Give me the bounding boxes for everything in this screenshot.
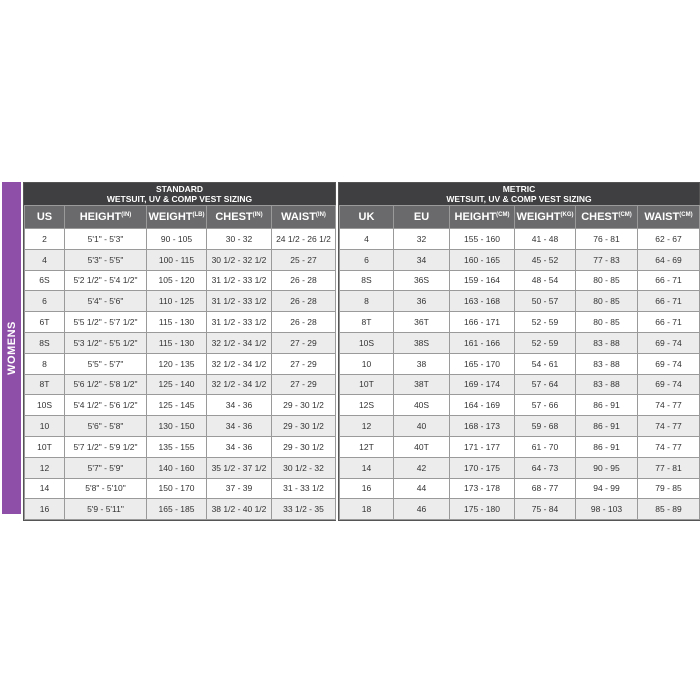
standard-header-unit: (IN) [121, 212, 132, 218]
table-cell: 38 [394, 353, 450, 374]
table-cell: 14 [340, 457, 394, 478]
table-cell: 100 - 115 [147, 249, 207, 270]
standard-header-unit: (LB) [192, 212, 205, 218]
table-cell: 34 - 36 [207, 395, 272, 416]
table-cell: 164 - 169 [450, 395, 515, 416]
table-row [25, 249, 336, 270]
standard-header-label: WEIGHT [148, 211, 193, 223]
metric-title-line2: WETSUIT, UV & COMP VEST SIZING [446, 194, 592, 204]
table-cell: 34 - 36 [207, 416, 272, 437]
table-cell: 34 [394, 249, 450, 270]
table-cell: 74 - 77 [638, 436, 700, 457]
standard-header-us [25, 206, 65, 229]
metric-header-eu [394, 206, 450, 229]
table-cell: 90 - 95 [576, 457, 638, 478]
standard-header-weight [147, 206, 207, 229]
table-cell: 10S [25, 395, 65, 416]
table-cell: 165 - 170 [450, 353, 515, 374]
metric-header-label: WEIGHT [516, 211, 561, 223]
table-cell: 30 - 32 [207, 229, 272, 250]
table-row [25, 374, 336, 395]
metric-panel-title [339, 183, 699, 205]
table-cell: 16 [340, 478, 394, 499]
standard-header-height [65, 206, 147, 229]
table-cell: 64 - 69 [638, 249, 700, 270]
metric-header-weight [515, 206, 576, 229]
table-row [25, 416, 336, 437]
table-cell: 155 - 160 [450, 229, 515, 250]
table-cell: 30 1/2 - 32 1/2 [207, 249, 272, 270]
table-cell: 27 - 29 [272, 374, 336, 395]
table-cell: 80 - 85 [576, 312, 638, 333]
table-cell: 5'9 - 5'11" [65, 499, 147, 520]
table-cell: 29 - 30 1/2 [272, 395, 336, 416]
table-cell: 36S [394, 270, 450, 291]
standard-title-line1: STANDARD [155, 184, 204, 194]
table-row [340, 436, 700, 457]
table-cell: 75 - 84 [515, 499, 576, 520]
table-cell: 59 - 68 [515, 416, 576, 437]
table-cell: 27 - 29 [272, 353, 336, 374]
table-cell: 5'2 1/2" - 5'4 1/2" [65, 270, 147, 291]
table-cell: 32 1/2 - 34 1/2 [207, 332, 272, 353]
metric-header-label: EU [413, 211, 430, 223]
table-cell: 79 - 85 [638, 478, 700, 499]
table-cell: 12T [340, 436, 394, 457]
table-cell: 32 1/2 - 34 1/2 [207, 374, 272, 395]
table-cell: 5'8" - 5'10" [65, 478, 147, 499]
standard-table-body [25, 229, 336, 520]
table-cell: 83 - 88 [576, 353, 638, 374]
table-cell: 36 [394, 291, 450, 312]
table-cell: 80 - 85 [576, 270, 638, 291]
table-cell: 86 - 91 [576, 416, 638, 437]
table-row [25, 457, 336, 478]
table-cell: 54 - 61 [515, 353, 576, 374]
table-cell: 120 - 135 [147, 353, 207, 374]
table-cell: 94 - 99 [576, 478, 638, 499]
metric-header-row [340, 206, 700, 229]
table-row [25, 395, 336, 416]
table-cell: 37 - 39 [207, 478, 272, 499]
table-cell: 4 [340, 229, 394, 250]
table-cell: 32 1/2 - 34 1/2 [207, 353, 272, 374]
table-cell: 31 1/2 - 33 1/2 [207, 270, 272, 291]
table-cell: 38S [394, 332, 450, 353]
table-cell: 12S [340, 395, 394, 416]
table-row [340, 229, 700, 250]
metric-size-panel [338, 182, 700, 521]
table-cell: 66 - 71 [638, 312, 700, 333]
table-cell: 166 - 171 [450, 312, 515, 333]
table-cell: 29 - 30 1/2 [272, 416, 336, 437]
table-row [340, 312, 700, 333]
metric-header-chest [576, 206, 638, 229]
metric-header-height [450, 206, 515, 229]
table-cell: 77 - 81 [638, 457, 700, 478]
table-cell: 130 - 150 [147, 416, 207, 437]
table-cell: 26 - 28 [272, 270, 336, 291]
standard-header-label: WAIST [281, 211, 316, 223]
table-cell: 5'4 1/2" - 5'6 1/2" [65, 395, 147, 416]
table-cell: 31 - 33 1/2 [272, 478, 336, 499]
table-cell: 165 - 185 [147, 499, 207, 520]
standard-size-table [24, 205, 336, 520]
table-cell: 29 - 30 1/2 [272, 436, 336, 457]
table-cell: 83 - 88 [576, 374, 638, 395]
table-cell: 26 - 28 [272, 291, 336, 312]
table-cell: 160 - 165 [450, 249, 515, 270]
metric-header-waist [638, 206, 700, 229]
table-cell: 5'5 1/2" - 5'7 1/2" [65, 312, 147, 333]
table-cell: 40 [394, 416, 450, 437]
table-cell: 86 - 91 [576, 395, 638, 416]
table-row [25, 332, 336, 353]
table-cell: 125 - 140 [147, 374, 207, 395]
womens-label [2, 182, 21, 514]
table-cell: 31 1/2 - 33 1/2 [207, 312, 272, 333]
table-row [340, 249, 700, 270]
standard-header-unit: (IN) [252, 212, 263, 218]
table-cell: 40T [394, 436, 450, 457]
table-cell: 5'4" - 5'6" [65, 291, 147, 312]
table-cell: 25 - 27 [272, 249, 336, 270]
table-cell: 35 1/2 - 37 1/2 [207, 457, 272, 478]
table-cell: 36T [394, 312, 450, 333]
metric-header-label: WAIST [644, 211, 680, 223]
metric-header-unit: (CM) [618, 212, 632, 218]
table-cell: 8S [25, 332, 65, 353]
table-cell: 83 - 88 [576, 332, 638, 353]
table-cell: 12 [340, 416, 394, 437]
table-cell: 150 - 170 [147, 478, 207, 499]
table-row [340, 332, 700, 353]
standard-size-panel [23, 182, 336, 521]
table-cell: 8 [340, 291, 394, 312]
table-cell: 5'5" - 5'7" [65, 353, 147, 374]
table-cell: 5'1" - 5'3" [65, 229, 147, 250]
table-cell: 57 - 66 [515, 395, 576, 416]
table-cell: 77 - 83 [576, 249, 638, 270]
table-cell: 68 - 77 [515, 478, 576, 499]
table-cell: 10 [340, 353, 394, 374]
table-cell: 105 - 120 [147, 270, 207, 291]
table-cell: 34 - 36 [207, 436, 272, 457]
standard-header-chest [207, 206, 272, 229]
table-cell: 85 - 89 [638, 499, 700, 520]
table-cell: 24 1/2 - 26 1/2 [272, 229, 336, 250]
table-row [340, 499, 700, 520]
table-cell: 52 - 59 [515, 312, 576, 333]
table-row [25, 478, 336, 499]
table-cell: 5'7" - 5'9" [65, 457, 147, 478]
table-row [25, 312, 336, 333]
metric-header-unit: (KG) [560, 212, 574, 218]
table-cell: 10T [340, 374, 394, 395]
table-cell: 163 - 168 [450, 291, 515, 312]
table-cell: 46 [394, 499, 450, 520]
table-row [340, 416, 700, 437]
table-cell: 76 - 81 [576, 229, 638, 250]
standard-header-waist [272, 206, 336, 229]
table-cell: 16 [25, 499, 65, 520]
metric-header-uk [340, 206, 394, 229]
table-cell: 62 - 67 [638, 229, 700, 250]
metric-size-table [339, 205, 700, 520]
table-cell: 14 [25, 478, 65, 499]
table-cell: 32 [394, 229, 450, 250]
table-cell: 171 - 177 [450, 436, 515, 457]
metric-header-unit: (CM) [679, 212, 693, 218]
table-cell: 61 - 70 [515, 436, 576, 457]
table-cell: 5'6 1/2" - 5'8 1/2" [65, 374, 147, 395]
metric-header-unit: (CM) [496, 212, 510, 218]
standard-header-unit: (IN) [315, 212, 326, 218]
table-cell: 18 [340, 499, 394, 520]
table-cell: 8S [340, 270, 394, 291]
table-cell: 27 - 29 [272, 332, 336, 353]
womens-label-text: WOMENS [5, 321, 18, 375]
table-row [340, 291, 700, 312]
table-cell: 69 - 74 [638, 374, 700, 395]
table-cell: 26 - 28 [272, 312, 336, 333]
standard-header-label: HEIGHT [79, 211, 122, 223]
table-cell: 115 - 130 [147, 312, 207, 333]
table-cell: 6 [340, 249, 394, 270]
table-row [25, 499, 336, 520]
table-cell: 74 - 77 [638, 416, 700, 437]
table-cell: 66 - 71 [638, 270, 700, 291]
table-cell: 86 - 91 [576, 436, 638, 457]
table-cell: 2 [25, 229, 65, 250]
table-cell: 48 - 54 [515, 270, 576, 291]
table-cell: 64 - 73 [515, 457, 576, 478]
table-cell: 140 - 160 [147, 457, 207, 478]
table-cell: 10T [25, 436, 65, 457]
table-cell: 12 [25, 457, 65, 478]
standard-header-row [25, 206, 336, 229]
table-cell: 30 1/2 - 32 [272, 457, 336, 478]
metric-table-body [340, 229, 700, 520]
table-cell: 69 - 74 [638, 332, 700, 353]
table-cell: 125 - 145 [147, 395, 207, 416]
table-cell: 6S [25, 270, 65, 291]
metric-header-label: CHEST [581, 211, 619, 223]
standard-panel-title [24, 183, 335, 205]
table-cell: 42 [394, 457, 450, 478]
table-cell: 161 - 166 [450, 332, 515, 353]
table-cell: 10 [25, 416, 65, 437]
table-cell: 8T [25, 374, 65, 395]
table-cell: 10S [340, 332, 394, 353]
table-cell: 159 - 164 [450, 270, 515, 291]
table-cell: 52 - 59 [515, 332, 576, 353]
table-row [340, 374, 700, 395]
table-cell: 6T [25, 312, 65, 333]
metric-header-label: UK [358, 211, 375, 223]
table-row [25, 291, 336, 312]
table-cell: 74 - 77 [638, 395, 700, 416]
table-cell: 40S [394, 395, 450, 416]
table-cell: 31 1/2 - 33 1/2 [207, 291, 272, 312]
table-row [25, 436, 336, 457]
table-cell: 80 - 85 [576, 291, 638, 312]
table-cell: 90 - 105 [147, 229, 207, 250]
metric-title-line1: METRIC [502, 184, 536, 194]
table-row [25, 270, 336, 291]
table-cell: 5'7 1/2" - 5'9 1/2" [65, 436, 147, 457]
table-cell: 110 - 125 [147, 291, 207, 312]
table-cell: 57 - 64 [515, 374, 576, 395]
table-cell: 5'6" - 5'8" [65, 416, 147, 437]
table-cell: 38 1/2 - 40 1/2 [207, 499, 272, 520]
standard-header-label: US [36, 211, 53, 223]
table-cell: 98 - 103 [576, 499, 638, 520]
table-cell: 8T [340, 312, 394, 333]
table-row [340, 270, 700, 291]
table-cell: 45 - 52 [515, 249, 576, 270]
table-cell: 41 - 48 [515, 229, 576, 250]
table-cell: 175 - 180 [450, 499, 515, 520]
table-cell: 173 - 178 [450, 478, 515, 499]
metric-header-label: HEIGHT [454, 211, 497, 223]
standard-header-label: CHEST [215, 211, 253, 223]
table-cell: 44 [394, 478, 450, 499]
table-cell: 115 - 130 [147, 332, 207, 353]
table-cell: 38T [394, 374, 450, 395]
table-row [340, 395, 700, 416]
table-row [340, 353, 700, 374]
table-row [25, 353, 336, 374]
table-cell: 8 [25, 353, 65, 374]
table-cell: 33 1/2 - 35 [272, 499, 336, 520]
table-cell: 50 - 57 [515, 291, 576, 312]
table-cell: 5'3" - 5'5" [65, 249, 147, 270]
table-cell: 170 - 175 [450, 457, 515, 478]
table-cell: 69 - 74 [638, 353, 700, 374]
table-cell: 66 - 71 [638, 291, 700, 312]
table-cell: 135 - 155 [147, 436, 207, 457]
table-cell: 169 - 174 [450, 374, 515, 395]
table-row [340, 478, 700, 499]
standard-title-line2: WETSUIT, UV & COMP VEST SIZING [106, 194, 253, 204]
table-row [340, 457, 700, 478]
table-cell: 4 [25, 249, 65, 270]
table-cell: 168 - 173 [450, 416, 515, 437]
table-cell: 5'3 1/2" - 5'5 1/2" [65, 332, 147, 353]
table-row [25, 229, 336, 250]
table-cell: 6 [25, 291, 65, 312]
